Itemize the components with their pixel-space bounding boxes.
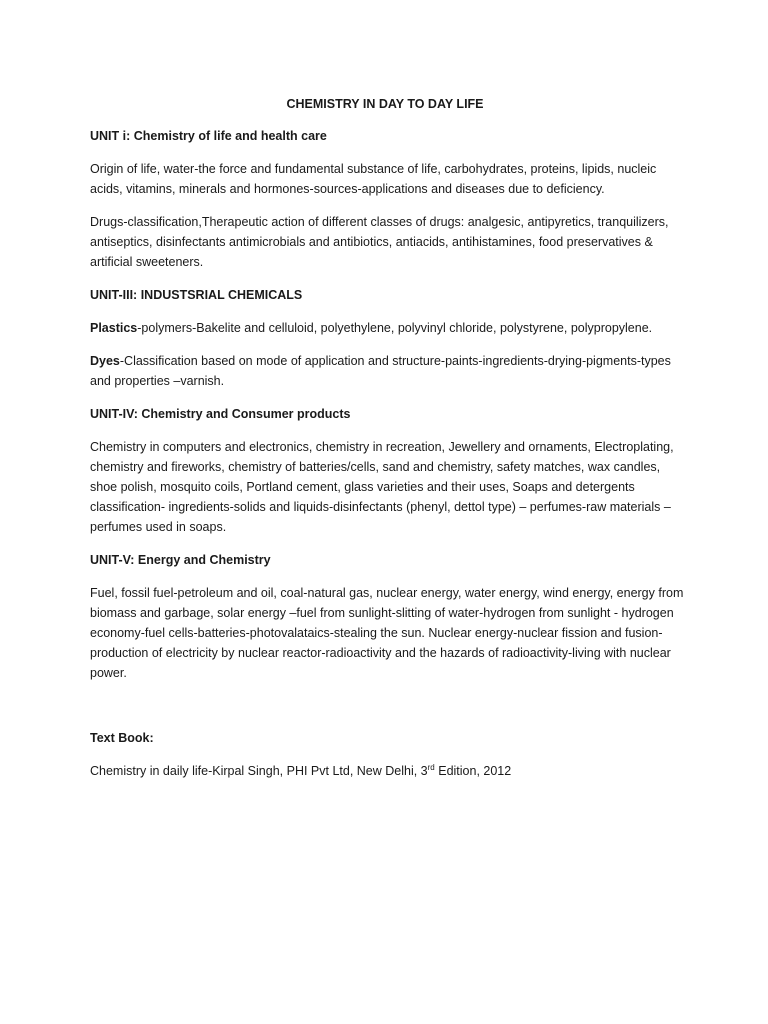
document-title: CHEMISTRY IN DAY TO DAY LIFE — [286, 97, 484, 111]
unit-5-paragraph: Fuel, fossil fuel-petroleum and oil, coal-natural gas, nuclear energy, water energy, wind energy, energy from biomass and garbage, solar energy –fuel from sunlight-slitting of water-hydrogen from sunlight - hydrogen economy-fuel cells-batteries-photovalataics-stealing the sun. Nuclear energy-nuclear fission and fusion- production of electricity by nuclear reactor-radioactivity and the hazards of radioactivity-living with nuclear power. — [90, 586, 684, 680]
plastics-text: -polymers-Bakelite and celluloid, polyethylene, polyvinyl chloride, polystyrene, polypropylene. — [137, 321, 653, 335]
plastics-label: Plastics — [90, 321, 138, 335]
unit-1-paragraph-2: Drugs-classification,Therapeutic action of different classes of drugs: analgesic, antipyretics, tranquilizers, antiseptics, disinfectants antimicrobials and antibiotics, antiacids, antihistamines, food preservatives & artificial sweeteners. — [90, 215, 669, 269]
unit-3-heading: UNIT-III: INDUSTSRIAL CHEMICALS — [90, 288, 303, 302]
unit-4-heading: UNIT-IV: Chemistry and Consumer products — [90, 407, 351, 421]
textbook-text-before: Chemistry in daily life-Kirpal Singh, PHI Pvt Ltd, New Delhi, 3 — [90, 764, 428, 778]
unit-3-dyes-paragraph — [90, 351, 690, 391]
dyes-label: Dyes — [90, 354, 120, 368]
document-page — [90, 94, 690, 794]
unit-1-heading: UNIT i: Chemistry of life and health care — [90, 129, 327, 143]
textbook-heading: Text Book: — [90, 731, 154, 745]
unit-3-plastics-paragraph — [90, 318, 690, 338]
textbook-text-after: Edition, 2012 — [434, 764, 512, 778]
unit-1-paragraph-1: Origin of life, water-the force and fundamental substance of life, carbohydrates, proteins, lipids, nucleic acids, vitamins, minerals and hormones-sources-applications and diseases due to deficiency. — [90, 162, 657, 196]
unit-5-heading: UNIT-V: Energy and Chemistry — [90, 553, 271, 567]
section-spacer — [90, 696, 690, 728]
unit-4-paragraph: Chemistry in computers and electronics, chemistry in recreation, Jewellery and ornaments, Electroplating, chemistry and fireworks, chemistry of batteries/cells, sand and chemistry, safety matches, wax candles, shoe polish, mosquito coils, Portland cement, glass varieties and their uses, Soaps and detergents classification- ingredients-solids and liquids-disinfectants (phenyl, dettol type) – perfumes-raw materials – perfumes used in soaps. — [90, 440, 674, 534]
textbook-citation — [90, 761, 690, 781]
dyes-text: -Classification based on mode of application and structure-paints-ingredients-drying-pigments-types and properties –varnish. — [90, 354, 671, 388]
textbook-edition-superscript: rd — [427, 762, 435, 772]
